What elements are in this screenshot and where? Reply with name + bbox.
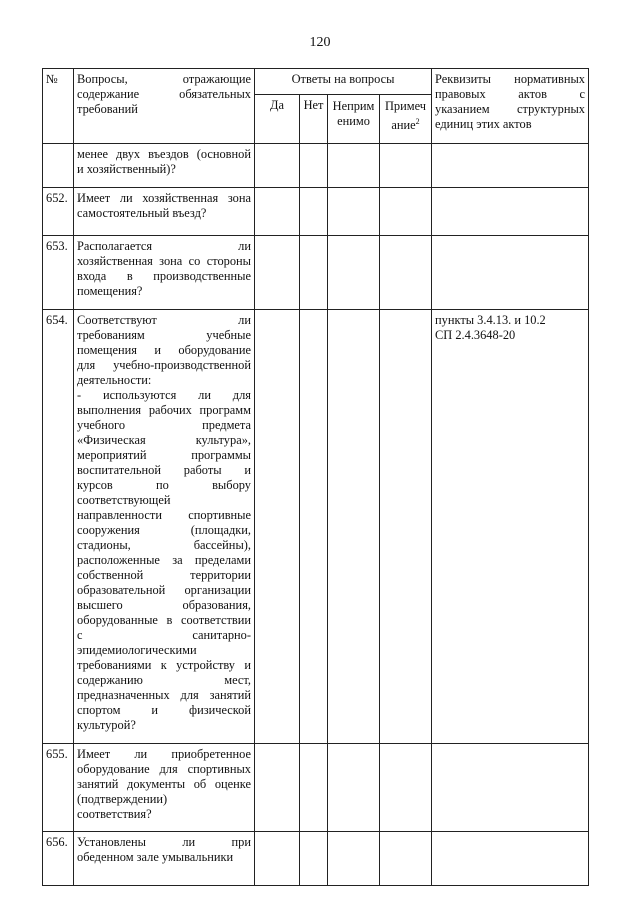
answer-yes-cell [255, 144, 300, 188]
header-yes-label: Да [270, 98, 284, 112]
page-number: 120 [309, 35, 331, 50]
question-line: оборудованные в соответствии [77, 613, 251, 627]
table-row [43, 188, 589, 236]
question-text [74, 832, 255, 886]
requisites-cell [432, 744, 589, 832]
answer-not-applicable-cell [328, 832, 380, 886]
header-note [380, 95, 432, 144]
question-line: воспитательной работы и [77, 463, 251, 477]
question-line: мероприятий программы [77, 448, 251, 462]
header-answers-label: Ответы на вопросы [291, 72, 395, 86]
answer-no-cell [300, 310, 328, 744]
requisites-line: пункты 3.4.13. и 10.2 [435, 313, 546, 327]
question-line: выполнения рабочих программ [77, 403, 251, 417]
row-number: 653. [43, 236, 74, 310]
question-line: занятий документы об оценке [77, 777, 251, 791]
answer-not-applicable-cell [328, 310, 380, 744]
answer-not-applicable-cell [328, 236, 380, 310]
question-text [74, 744, 255, 832]
question-line: учебного предмета [77, 418, 251, 432]
question-line: деятельности: [77, 373, 152, 387]
header-answers [255, 69, 432, 95]
header-row-top [43, 69, 589, 95]
header-requisites-line: указанием структурных [435, 102, 586, 116]
answer-no-cell [300, 744, 328, 832]
header-note-line: Примеч [384, 99, 427, 113]
question-line: курсов по выбору [77, 478, 251, 492]
question-line: соответствующей [77, 493, 171, 507]
header-not-applicable [328, 95, 380, 144]
question-line: расположенные за пределами [77, 553, 251, 567]
question-line: соответствия? [77, 807, 152, 821]
answer-yes-cell [255, 188, 300, 236]
table-row [43, 144, 589, 188]
requirements-checklist-table [42, 68, 589, 886]
answer-not-applicable-cell [328, 144, 380, 188]
answer-not-applicable-cell [328, 744, 380, 832]
requisites-cell [432, 144, 589, 188]
question-line: эпидемиологическими [77, 643, 197, 657]
question-text [74, 236, 255, 310]
answer-no-cell [300, 832, 328, 886]
header-note-footnote-mark: 2 [415, 117, 420, 126]
answer-yes-cell [255, 236, 300, 310]
header-questions-line: Вопросы, отражающие [77, 72, 251, 86]
question-line: хозяйственная зона со стороны [77, 254, 251, 268]
header-requisites-line: Реквизиты нормативных [435, 72, 586, 86]
header-requisites-line: правовых актов с [435, 87, 586, 101]
question-line: спортом и физической [77, 703, 251, 717]
question-text [74, 188, 255, 236]
question-line: - используются ли для [77, 388, 251, 402]
question-line: менее двух въездов (основной [77, 147, 251, 161]
answer-yes-cell [255, 832, 300, 886]
question-line: помещения и оборудование [77, 343, 251, 357]
row-number: 655. [43, 744, 74, 832]
row-number: 654. [43, 310, 74, 744]
answer-note-cell [380, 310, 432, 744]
question-line: культурой? [77, 718, 136, 732]
question-line: помещения? [77, 284, 143, 298]
header-yes [255, 95, 300, 144]
row-number: 652. [43, 188, 74, 236]
question-line: для учебно-производственной [77, 358, 251, 372]
row-number [43, 144, 74, 188]
answer-yes-cell [255, 310, 300, 744]
table-row [43, 744, 589, 832]
question-text [74, 310, 255, 744]
question-line: обеденном зале умывальники [77, 850, 234, 864]
requisites-cell [432, 832, 589, 886]
table-row [43, 236, 589, 310]
answer-no-cell [300, 236, 328, 310]
header-questions-line: требований [77, 102, 138, 116]
question-line: требованиям учебные [77, 328, 251, 342]
header-na-line: Неприм [332, 99, 375, 113]
question-line: Имеет ли хозяйственная зона [77, 191, 251, 205]
question-line: стадионы, бассейны), [77, 538, 251, 552]
question-line: образовательной организации [77, 583, 251, 597]
question-line: оборудование для спортивных [77, 762, 251, 776]
requisites-cell [432, 236, 589, 310]
header-na-line: енимо [337, 114, 370, 128]
answer-yes-cell [255, 744, 300, 832]
question-line: направленности спортивные [77, 508, 251, 522]
requisites-cell [432, 188, 589, 236]
header-no [300, 95, 328, 144]
question-text [74, 144, 255, 188]
question-line: самостоятельный въезд? [77, 206, 207, 220]
table-row [43, 832, 589, 886]
question-line: высшего образования, [77, 598, 251, 612]
answer-no-cell [300, 188, 328, 236]
header-requisites-line: единиц этих актов [435, 117, 532, 131]
answer-note-cell [380, 144, 432, 188]
question-line: требованиями к устройству и [77, 658, 251, 672]
question-line: «Физическая культура», [77, 433, 251, 447]
question-line: Имеет ли приобретенное [77, 747, 251, 761]
header-note-line: ание [391, 118, 416, 133]
question-line: сооружения (площадки, [77, 523, 251, 537]
header-num-label: № [46, 72, 58, 86]
answer-note-cell [380, 744, 432, 832]
header-questions-line: содержание обязательных [77, 87, 251, 101]
answer-no-cell [300, 144, 328, 188]
header-no-label: Нет [303, 98, 324, 112]
answer-note-cell [380, 188, 432, 236]
answer-not-applicable-cell [328, 188, 380, 236]
question-line: собственной территории [77, 568, 251, 582]
question-line: (подтверждении) [77, 792, 168, 806]
answer-note-cell [380, 832, 432, 886]
checklist-body [43, 144, 589, 886]
question-line: предназначенных для занятий [77, 688, 251, 702]
question-line: Располагается ли [77, 239, 251, 253]
question-line: содержанию мест, [77, 673, 251, 687]
question-line: и хозяйственный)? [77, 162, 176, 176]
answer-note-cell [380, 236, 432, 310]
question-line: с санитарно- [77, 628, 251, 642]
question-line: Установлены ли при [77, 835, 251, 849]
header-num [43, 69, 74, 144]
row-number: 656. [43, 832, 74, 886]
requisites-cell [432, 310, 589, 744]
question-line: входа в производственные [77, 269, 251, 283]
requisites-line: СП 2.4.3648-20 [435, 328, 516, 342]
header-questions [74, 69, 255, 144]
header-requisites [432, 69, 589, 144]
question-line: Соответствуют ли [77, 313, 251, 327]
table-row [43, 310, 589, 744]
